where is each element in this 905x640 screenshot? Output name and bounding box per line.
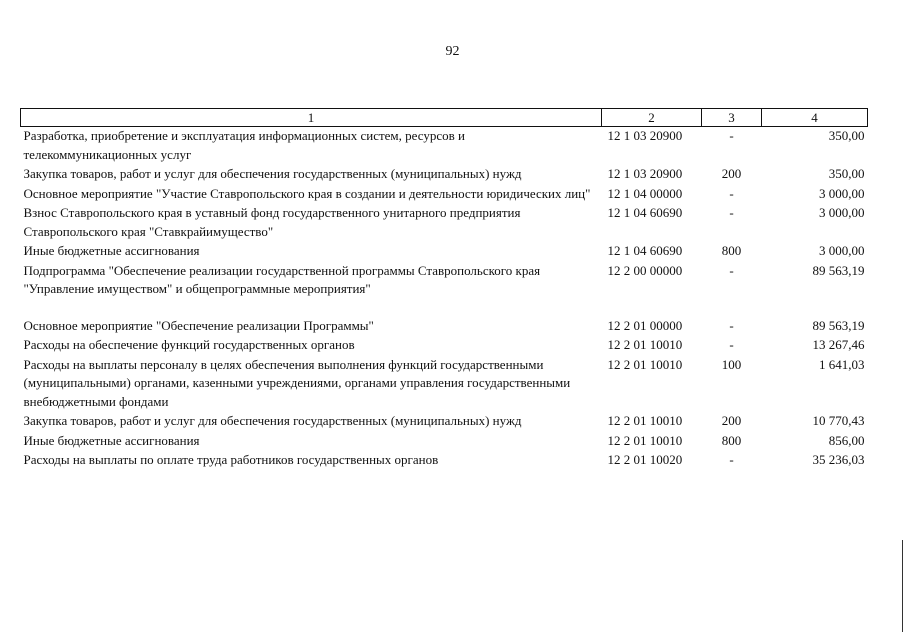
row-name: Основное мероприятие "Обеспечение реализации Программы" — [23, 317, 374, 333]
row-code: 12 2 01 10010 — [607, 413, 683, 428]
row-name: Подпрограмма "Обеспечение реализации государственной программы Ставропольского края "Управление имуществом" и общепрограммные мероприятия" — [23, 262, 541, 296]
row-code: 12 2 01 10020 — [607, 452, 683, 467]
row-type: 200 — [721, 413, 742, 428]
table-row — [21, 356, 868, 413]
row-code: 12 2 01 10010 — [607, 337, 683, 352]
row-type: 200 — [721, 166, 742, 181]
row-amount: 1 641,03 — [819, 356, 865, 372]
row-name: Расходы на выплаты персоналу в целях обеспечения выполнения функций государственными (муниципальными) органами, казенными учреждениями, органами управления государственными внебюджетными фондами — [23, 356, 571, 409]
table-row — [21, 127, 868, 166]
row-code: 12 1 03 20900 — [607, 166, 683, 181]
row-type: 800 — [721, 432, 742, 448]
row-name: Расходы на обеспечение функций государственных органов — [23, 337, 355, 352]
row-name: Взнос Ставропольского края в уставный фонд государственного унитарного предприятия Ставропольского края "Ставкрайимущество" — [23, 205, 521, 239]
row-code: 12 1 04 00000 — [607, 185, 683, 201]
row-type: - — [729, 128, 734, 143]
header-row — [21, 109, 868, 127]
header-col-1: 1 — [21, 109, 602, 127]
table-header — [21, 109, 868, 127]
row-amount: 89 563,19 — [812, 317, 865, 333]
table-row — [21, 412, 868, 432]
row-amount: 856,00 — [828, 432, 865, 448]
table-row — [21, 242, 868, 262]
table-row — [21, 336, 868, 356]
row-type: - — [729, 317, 734, 333]
scan-edge-line — [902, 540, 903, 632]
table-body — [21, 127, 868, 471]
row-name: Закупка товаров, работ и услуг для обеспечения государственных (муниципальных) нужд — [23, 166, 522, 181]
row-code: 12 1 04 60690 — [607, 205, 683, 220]
row-amount: 350,00 — [828, 166, 865, 181]
header-col-3: 3 — [702, 109, 762, 127]
row-name: Разработка, приобретение и эксплуатация информационных систем, ресурсов и телекоммуникационных услуг — [23, 128, 465, 162]
row-type: - — [729, 205, 734, 220]
header-col-2: 2 — [602, 109, 702, 127]
table-row — [21, 432, 868, 452]
row-name: Иные бюджетные ассигнования — [23, 432, 200, 448]
row-name: Закупка товаров, работ и услуг для обеспечения государственных (муниципальных) нужд — [23, 413, 522, 428]
row-amount: 3 000,00 — [819, 185, 865, 201]
budget-table — [20, 108, 868, 471]
row-code: 12 1 04 60690 — [607, 243, 683, 258]
row-code: 12 2 01 10010 — [607, 432, 683, 448]
row-name: Расходы на выплаты по оплате труда работников государственных органов — [23, 452, 439, 467]
row-type: - — [729, 452, 734, 467]
table-row — [21, 317, 868, 337]
row-type: 800 — [721, 243, 742, 258]
row-amount: 3 000,00 — [819, 243, 865, 258]
row-name: Основное мероприятие "Участие Ставропольского края в создании и деятельности юридических лиц" — [23, 185, 591, 201]
row-type: 100 — [721, 356, 742, 372]
table-row — [21, 451, 868, 471]
table-row — [21, 185, 868, 205]
row-type: - — [729, 262, 734, 278]
row-type: - — [729, 337, 734, 352]
page-number: 92 — [445, 44, 460, 59]
table-row — [21, 165, 868, 185]
row-amount: 35 236,03 — [812, 452, 865, 467]
row-code: 12 2 00 00000 — [607, 262, 683, 278]
row-amount: 10 770,43 — [812, 413, 865, 428]
header-col-4: 4 — [762, 109, 868, 127]
row-amount: 350,00 — [828, 128, 865, 143]
row-name: Иные бюджетные ассигнования — [23, 243, 200, 258]
row-amount: 3 000,00 — [819, 205, 865, 220]
table-row — [21, 204, 868, 242]
row-code: 12 1 03 20900 — [607, 128, 683, 143]
row-type: - — [729, 185, 734, 201]
row-code: 12 2 01 10010 — [607, 356, 683, 372]
table-row — [21, 262, 868, 317]
row-amount: 13 267,46 — [812, 337, 865, 352]
row-code: 12 2 01 00000 — [607, 317, 683, 333]
row-amount: 89 563,19 — [812, 262, 865, 278]
